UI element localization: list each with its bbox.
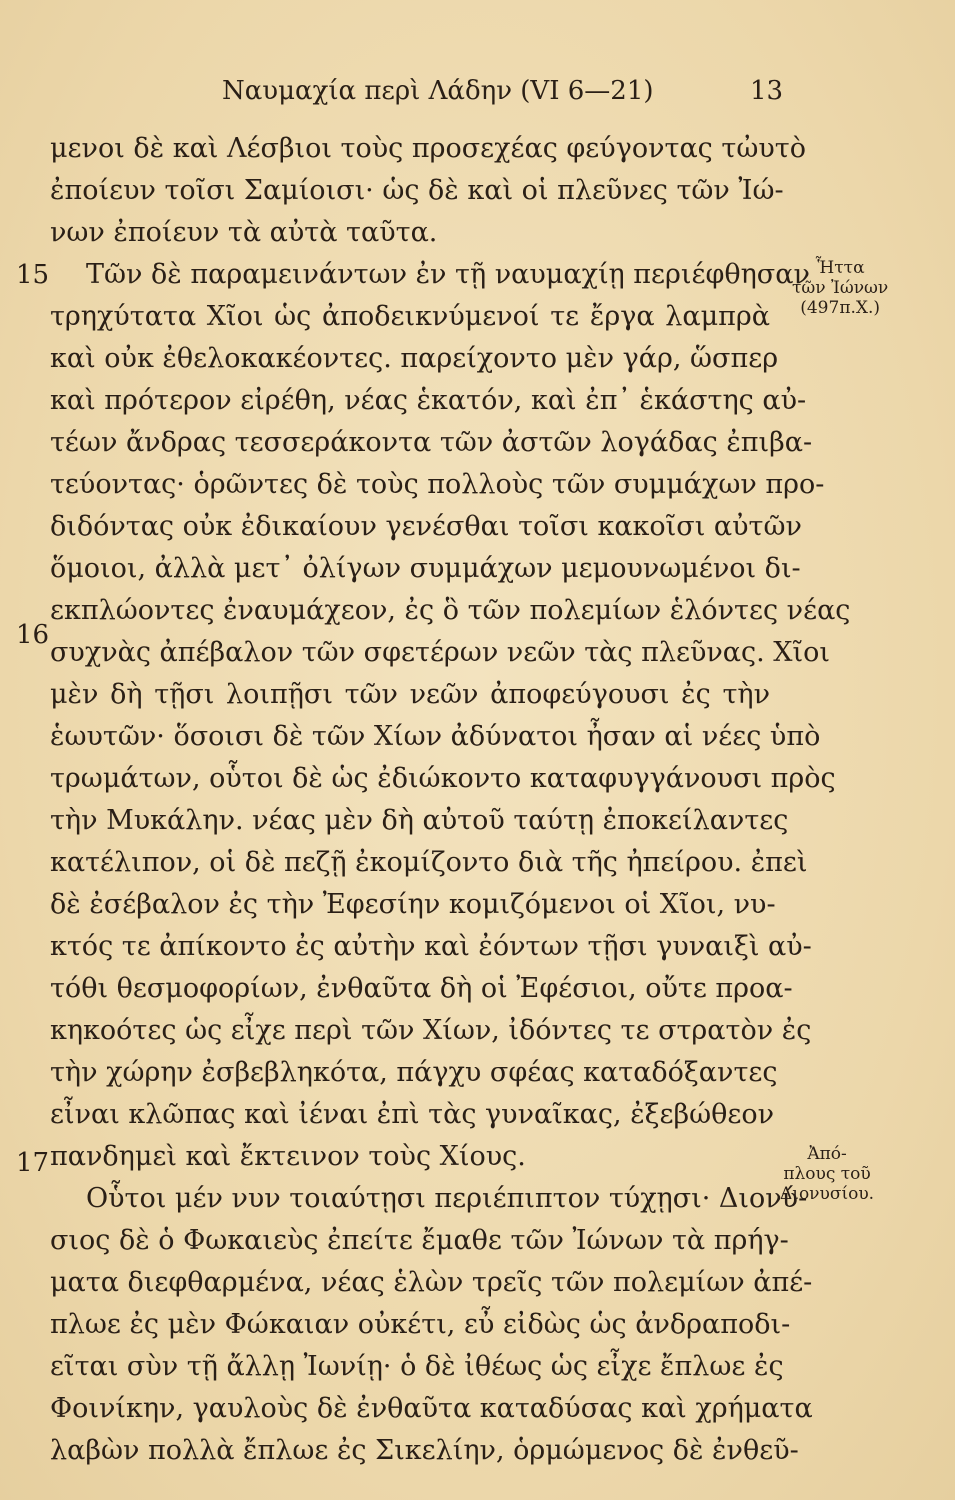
section-number-15: 15: [16, 260, 50, 290]
text-line: δὲ ἐσέβαλον ἐς τὴν Ἐφεσίην κομιζόμενοι οἱ Χῖοι, νυ-: [50, 889, 776, 920]
margin-note-defeat: [792, 258, 888, 318]
page-number: 13: [750, 76, 784, 106]
text-line: ματα διεφθαρμένα, νέας ἑλὼν τρεῖς τῶν πολεμίων ἀπέ-: [50, 1267, 813, 1298]
text-line: νων ἐποίευν τὰ αὐτὰ ταῦτα.: [50, 217, 438, 248]
margin-note-departure: [780, 1144, 874, 1204]
text-line: πλωε ἐς μὲν Φώκαιαν οὐκέτι, εὖ εἰδὼς ὡς ἀνδραποδι-: [50, 1309, 791, 1340]
text-line: διδόντας οὐκ ἐδικαίουν γενέσθαι τοῖσι κακοῖσι αὐτῶν: [50, 511, 802, 542]
text-line: Τῶν δὲ παραμεινάντων ἐν τῇ ναυμαχίῃ περιέφθησαν: [86, 259, 810, 290]
text-line: τρωμάτων, οὗτοι δὲ ὡς ἐδιώκοντο καταφυγγάνουσι πρὸς: [50, 763, 836, 794]
margin-note-line: Διονυσίου.: [780, 1184, 875, 1204]
text-line: κηκοότες ὡς εἶχε περὶ τῶν Χίων, ἰδόντες τε στρατὸν ἐς: [50, 1015, 812, 1046]
text-line: Φοινίκην, γαυλοὺς δὲ ἐνθαῦτα καταδύσας καὶ χρήματα: [50, 1393, 813, 1424]
text-line: εἶναι κλῶπας καὶ ἰέναι ἐπὶ τὰς γυναῖκας, ἐξεβώθεον: [50, 1099, 775, 1130]
section-number-16: 16: [16, 620, 50, 650]
text-line: κτός τε ἀπίκοντο ἐς αὐτὴν καὶ ἐόντων τῇσι γυναιξὶ αὐ-: [50, 931, 812, 962]
text-line: ὅμοιοι, ἀλλὰ μετ᾽ ὀλίγων συμμάχων μεμουνωμένοι δι-: [50, 553, 801, 584]
text-line: λαβὼν πολλὰ ἔπλωε ἐς Σικελίην, ὁρμώμενος δὲ ἐνθεῦ-: [50, 1435, 799, 1466]
text-line: συχνὰς ἀπέβαλον τῶν σφετέρων νεῶν τὰς πλεῦνας. Χῖοι: [50, 637, 830, 668]
margin-note-line: πλους τοῦ: [783, 1164, 871, 1184]
text-line: τρηχύτατα Χῖοι ὡς ἀποδεικνύμενοί τε ἔργα λαμπρὰ: [50, 301, 770, 332]
margin-note-line: τῶν Ἰώνων: [792, 278, 889, 298]
running-title: Ναυμαχία περὶ Λάδην (VI 6—21): [222, 76, 654, 106]
text-line: τόθι θεσμοφορίων, ἐνθαῦτα δὴ οἱ Ἐφέσιοι, οὔτε προα-: [50, 973, 793, 1004]
section-number-17: 17: [16, 1148, 50, 1178]
text-line: καὶ οὐκ ἐθελοκακέοντες. παρείχοντο μὲν γάρ, ὥσπερ: [50, 343, 779, 374]
text-line: Οὗτοι μέν νυν τοιαύτῃσι περιέπιπτον τύχῃσι· Διονύ-: [86, 1183, 808, 1214]
text-line: τέων ἄνδρας τεσσεράκοντα τῶν ἀστῶν λογάδας ἐπιβα-: [50, 427, 813, 458]
text-line: σιος δὲ ὁ Φωκαιεὺς ἐπείτε ἔμαθε τῶν Ἰώνων τὰ πρήγ-: [50, 1225, 789, 1256]
text-line: τὴν χώρην ἐσβεβληκότα, πάγχυ σφέας καταδόξαντες: [50, 1057, 778, 1088]
text-line: εκπλώοντες ἐναυμάχεον, ἐς ὃ τῶν πολεμίων ἑλόντες νέας: [50, 595, 851, 626]
text-line: ἑωυτῶν· ὅσοισι δὲ τῶν Χίων ἀδύνατοι ἦσαν αἱ νέες ὑπὸ: [50, 721, 821, 752]
text-line: μενοι δὲ καὶ Λέσβιοι τοὺς προσεχέας φεύγοντας τὠυτὸ: [50, 133, 806, 164]
margin-note-line: (497π.Χ.): [800, 298, 881, 318]
text-line: μὲν δὴ τῇσι λοιπῇσι τῶν νεῶν ἀποφεύγουσι ἐς τὴν: [50, 679, 770, 710]
text-line: πανδημεὶ καὶ ἔκτεινον τοὺς Χίους.: [50, 1141, 526, 1172]
margin-note-line: Ἧττα: [815, 258, 865, 278]
text-line: εῖται σὺν τῇ ἄλλῃ Ἰωνίῃ· ὁ δὲ ἰθέως ὡς εἶχε ἔπλωε ἐς: [50, 1351, 784, 1382]
text-line: ἐποίευν τοῖσι Σαμίοισι· ὡς δὲ καὶ οἱ πλεῦνες τῶν Ἰώ-: [50, 175, 784, 206]
page-header: [0, 76, 955, 116]
text-line: κατέλιπον, οἱ δὲ πεζῇ ἐκομίζοντο διὰ τῆς ἠπείρου. ἐπεὶ: [50, 847, 808, 878]
text-line: τεύοντας· ὁρῶντες δὲ τοὺς πολλοὺς τῶν συμμάχων προ-: [50, 469, 825, 500]
margin-note-line: Ἀπό-: [807, 1144, 847, 1164]
text-line: καὶ πρότερον εἰρέθη, νέας ἑκατόν, καὶ ἐπ᾽ ἑκάστης αὐ-: [50, 385, 807, 416]
text-line: τὴν Μυκάλην. νέας μὲν δὴ αὐτοῦ ταύτῃ ἐποκείλαντες: [50, 805, 789, 836]
